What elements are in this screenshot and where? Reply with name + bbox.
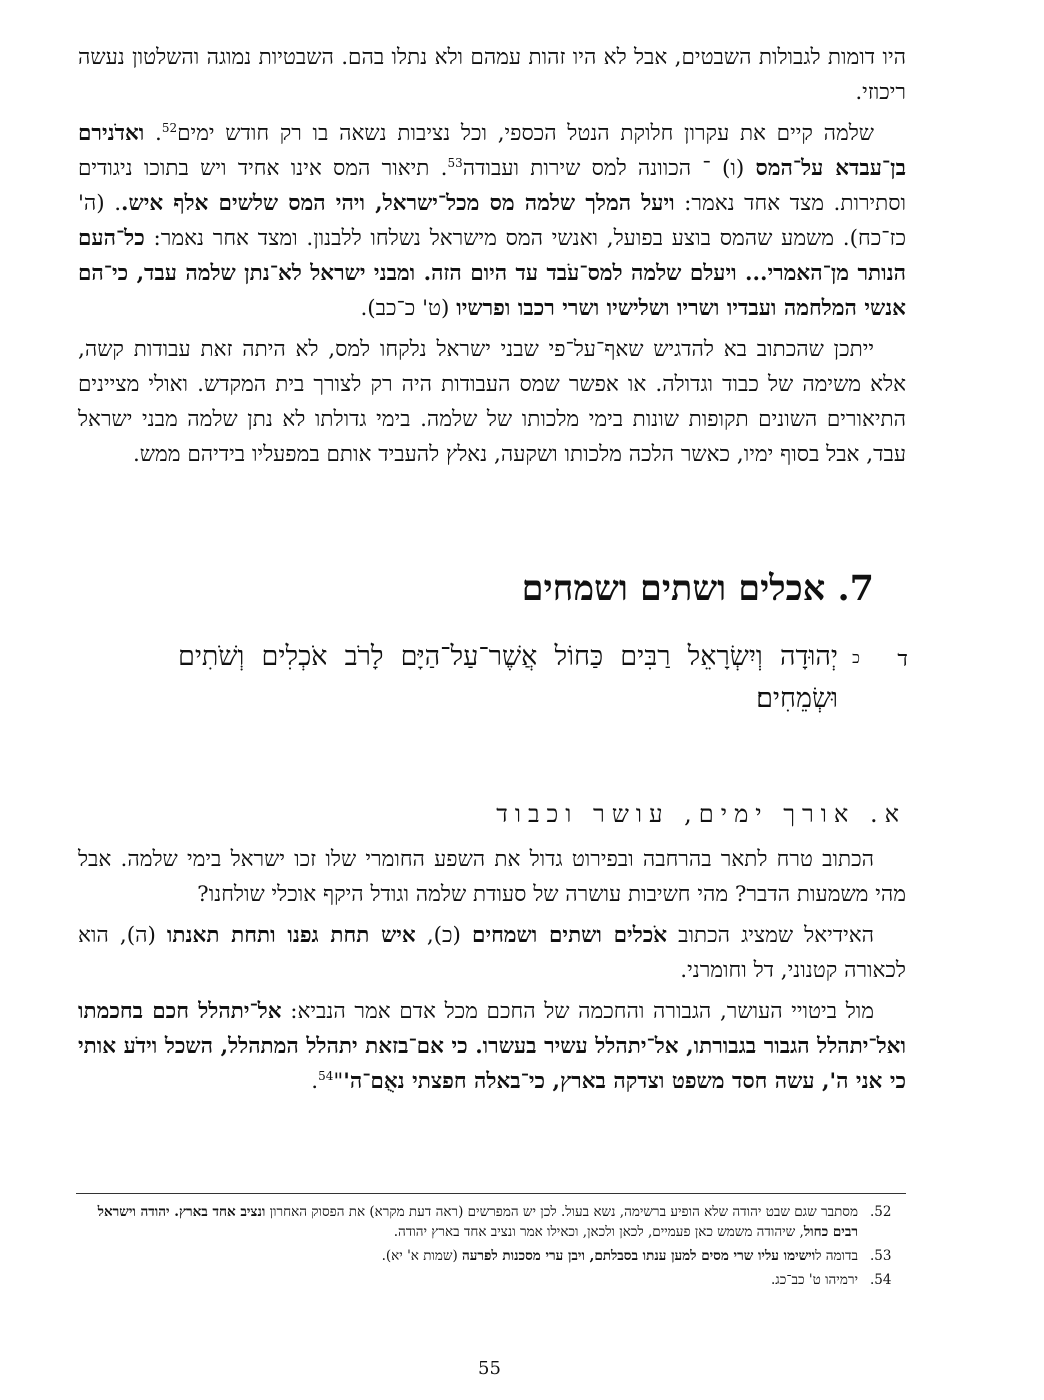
section-title: 7. אכלים ושתים ושמחים: [521, 568, 874, 609]
verse-number: כ: [852, 648, 860, 667]
paragraph-2: [78, 116, 906, 326]
paragraph-5-bold-2: איש תחת גפנו ותחת תאנתו: [166, 923, 416, 948]
footnotes: [76, 1202, 906, 1294]
footnote-text-bold: וישימו עליו שרי מסים למען ענתו בסבלתם, ויבן ערי מסכנות לפרעה: [462, 1248, 816, 1264]
paragraph-2-bold-3: כל־העם הנותר מן־האמרי... ויעלם שלמה למס־עֹבד עד היום הזה. ומבני ישראל לא־נתן שלמה עבד, כי־הם אנשי המלחמה ועבדיו ושריו ושלישיו ושרי רכבו ופרשיו: [78, 226, 906, 321]
verse-chapter-number: ד: [897, 647, 908, 672]
footnote-53: [76, 1246, 906, 1266]
paragraph-1-text: היו דומות לגבולות השבטים, אבל לא היו זהות עמהם ולא נתלו בהם. השבטיות נמוגה והשלטון נעשה ריכוזי.: [78, 45, 906, 105]
paragraph-5-bold-1: אֹכלים ושתים ושמחים: [472, 923, 668, 948]
paragraph-2-text-e: . (ה' כז־כח). משמע שהמס בוצע בפועל, ואנשי המס מישראל נשלחו ללבנון. ומצד אחר נאמר:: [78, 191, 906, 251]
paragraph-4: [78, 842, 906, 912]
paragraph-2-bold-2: ויעל המלך שלמה מס מכל־ישראל, ויהי המס שלשים אלף איש.: [121, 191, 675, 216]
paragraph-6-bold: אל־יתהלל חכם בחכמתו ואל־יתהלל הגבור בגבורתו, אל־יתהלל עשיר בעשרו. כי אם־בזאת יתהלל המתהלל, השכל וידֹע אותי כי אני ה', עשה חסד משפט וצדקה בארץ, כי־באלה חפצתי נאֻם־ה': [78, 999, 906, 1094]
paragraph-2-text-f: (ט' כ־כב).: [360, 296, 457, 321]
paragraph-2-text-d: . תיאור המס אינו אחיד ויש בתוכו ניגודים וסתירות. מצד אחד נאמר:: [78, 156, 906, 216]
paragraph-5-text-b: (כ),: [415, 923, 473, 948]
footnote-number: 54.: [870, 1272, 892, 1288]
footnote-text-b: , שיהודה משמש כאן פעמיים, לכאן ולכאן, וכאילו אמר ונציב אחד בארץ יהודה.: [393, 1224, 804, 1240]
paragraph-5: [78, 918, 906, 988]
footnote-text-a: ירמיהו ט' כב־כג.: [771, 1272, 858, 1288]
footnote-number: 52.: [870, 1204, 892, 1220]
footnote-text-a: בדומה ל: [815, 1248, 858, 1264]
paragraph-6: [78, 994, 906, 1099]
footnote-text-a: מסתבר שגם שבט יהודה שלא הופיע ברשימה, נשא בעול. לכן יש המפרשים (ראה דעת מקרא) את הפסוק האחרון: [265, 1204, 858, 1220]
footnote-divider: [76, 1193, 906, 1194]
paragraph-4-text: הכתוב טרח לתאר בהרחבה ובפירוט גדול את השפע החומרי שלו זכו ישראל בימי שלמה. אבל מהי משמעות הדבר? מהי חשיבות עושרה של סעודת שלמה וגודל היקף אוכלי שולחנו?: [78, 847, 906, 907]
paragraph-6-text-d: .: [311, 1069, 319, 1094]
footnote-ref-53[interactable]: 53: [447, 155, 463, 170]
footnote-ref-54[interactable]: 54: [318, 1068, 334, 1083]
subsection-title: א. אורך ימים, עושר וכבוד: [496, 800, 906, 828]
paragraph-6-text-c: ": [333, 1069, 344, 1094]
verse-block: [178, 636, 906, 716]
paragraph-2-text-a: שלמה קיים את עקרון חלוקת הנטל הכספי, וכל נציבות נשאה בו רק חודש ימים: [177, 121, 874, 146]
verse-text: יְהוּדָה וְיִשְׂרָאֵל רַבִּים כַּחוֹל אֲשֶׁר־עַל־הַיָּם לָרֹב אֹכְלִים וְשֹׁתִים וּשְׂמֵחִים׃: [178, 641, 838, 714]
paragraph-2-text-b: .: [144, 121, 162, 146]
footnote-54: [76, 1270, 906, 1290]
footnote-ref-52[interactable]: 52: [161, 120, 178, 135]
footnote-number: 53.: [870, 1248, 892, 1264]
paragraph-6-text-a: מול ביטויי העושר, הגבורה והחכמה של החכם מכל אדם אמר הנביא:: [281, 999, 874, 1024]
paragraph-5-text-a: האידיאל שמציג הכתוב: [667, 923, 874, 948]
footnote-52: [76, 1202, 906, 1242]
paragraph-3-text: ייתכן שהכתוב בא להדגיש שאף־על־פי שבני ישראל נלקחו למס, לא היתה זאת עבודות קשה, אלא משימה של כבוד וגדולה. או אפשר שמס העבודות היה רק לצורך בית המקדש. ואולי מציינים התיאורים השונים תקופות שונות בימי מלכותו של שלמה. בימי גדולתו לא נתן שלמה מבני ישראל עבד, אבל בסוף ימיו, כאשר הלכה מלכותו ושקעה, נאלץ להעביד אותם במפעליו בידיהם ממש.: [78, 337, 906, 467]
paragraph-1: [78, 40, 906, 110]
body-text-top: [78, 40, 906, 478]
paragraph-2-text-c: (ו) ־ הכוונה למס שירות ועבודה: [462, 156, 756, 181]
page-number: 55: [478, 1358, 501, 1379]
body-text-bottom: [78, 842, 906, 1105]
paragraph-2-bold-1: ואדֹנירם בן־עבדא על־המס: [78, 121, 906, 181]
footnote-text-bold: ונציב אחד בארץ. יהודה וישראל רבים כחול: [97, 1204, 858, 1240]
paragraph-3: [78, 332, 906, 472]
paragraph-5-text-c: (ה), הוא לכאורה קטנוני, דל וחומרני.: [78, 923, 906, 983]
footnote-text-b: (שמות א' יא).: [381, 1248, 463, 1264]
